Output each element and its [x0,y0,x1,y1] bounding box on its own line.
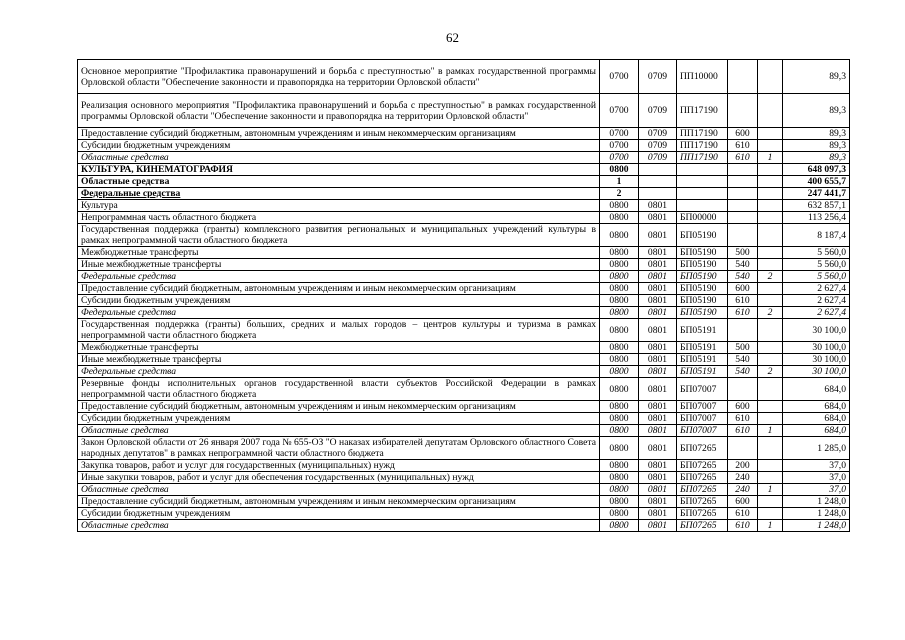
cell-name: Областные средства [78,484,600,496]
cell-amount: 89,3 [783,128,850,140]
cell-amount: 2 627,4 [783,283,850,295]
cell-subsection: 0801 [639,401,677,413]
cell-name: КУЛЬТУРА, КИНЕМАТОГРАФИЯ [78,164,600,176]
cell-expense-type [728,319,758,342]
cell-funding-source [758,472,783,484]
cell-funding-source [758,164,783,176]
cell-amount: 37,0 [783,472,850,484]
cell-subsection: 0709 [639,152,677,164]
cell-amount: 8 187,4 [783,224,850,247]
table-row [78,460,850,472]
cell-target-article: БП07265 [677,437,728,460]
cell-section: 0800 [600,354,639,366]
cell-name: Резервные фонды исполнительных органов государственной власти субъектов Российской Федерации в рамках непрограммной части областного бюджета [78,378,600,401]
cell-funding-source [758,60,783,94]
cell-target-article: БП05190 [677,259,728,271]
cell-target-article: БП07265 [677,484,728,496]
cell-subsection: 0801 [639,200,677,212]
cell-section: 0800 [600,366,639,378]
cell-target-article [677,164,728,176]
cell-amount: 5 560,0 [783,259,850,271]
cell-amount: 400 655,7 [783,176,850,188]
cell-amount: 684,0 [783,425,850,437]
cell-expense-type: 610 [728,140,758,152]
cell-amount: 684,0 [783,378,850,401]
table-row [78,401,850,413]
cell-section: 0800 [600,496,639,508]
cell-subsection: 0801 [639,437,677,460]
cell-name: Федеральные средства [78,188,600,200]
cell-funding-source [758,496,783,508]
cell-subsection: 0801 [639,378,677,401]
cell-expense-type [728,224,758,247]
cell-target-article [677,200,728,212]
cell-target-article: ПП17190 [677,94,728,128]
table-body [78,60,850,532]
cell-name: Государственная поддержка (гранты) комплексного развития региональных и муниципальных учреждений культуры в рамках непрограммной части областного бюджета [78,224,600,247]
table-row [78,212,850,224]
cell-amount: 5 560,0 [783,247,850,259]
cell-funding-source: 2 [758,271,783,283]
cell-target-article: ПП10000 [677,60,728,94]
cell-amount: 247 441,7 [783,188,850,200]
cell-expense-type: 240 [728,484,758,496]
cell-expense-type [728,164,758,176]
cell-section: 0800 [600,295,639,307]
cell-subsection: 0801 [639,259,677,271]
cell-target-article: БП00000 [677,212,728,224]
cell-amount: 684,0 [783,401,850,413]
cell-target-article: БП05191 [677,366,728,378]
cell-expense-type: 500 [728,247,758,259]
table-row [78,378,850,401]
cell-amount: 1 285,0 [783,437,850,460]
cell-amount: 89,3 [783,94,850,128]
table-row [78,224,850,247]
table-row [78,176,850,188]
cell-section: 0800 [600,271,639,283]
cell-funding-source [758,283,783,295]
cell-section: 0800 [600,484,639,496]
cell-subsection [639,164,677,176]
cell-section: 0800 [600,413,639,425]
table-row [78,188,850,200]
cell-funding-source [758,247,783,259]
cell-name: Предоставление субсидий бюджетным, автономным учреждениям и иным некоммерческим организациям [78,283,600,295]
cell-expense-type: 610 [728,152,758,164]
cell-section: 0800 [600,437,639,460]
cell-expense-type: 540 [728,366,758,378]
cell-name: Межбюджетные трансферты [78,247,600,259]
cell-subsection: 0801 [639,295,677,307]
cell-name: Иные закупки товаров, работ и услуг для обеспечения государственных (муниципальных) нужд [78,472,600,484]
cell-amount: 632 857,1 [783,200,850,212]
cell-target-article: БП05190 [677,295,728,307]
cell-section: 0800 [600,212,639,224]
table-row [78,283,850,295]
cell-amount: 1 248,0 [783,508,850,520]
cell-amount: 89,3 [783,140,850,152]
cell-subsection: 0801 [639,283,677,295]
cell-subsection: 0801 [639,366,677,378]
cell-funding-source [758,94,783,128]
cell-target-article: БП05190 [677,271,728,283]
cell-target-article: БП07265 [677,460,728,472]
cell-amount: 684,0 [783,413,850,425]
cell-section: 0800 [600,247,639,259]
cell-funding-source [758,508,783,520]
cell-section: 0800 [600,224,639,247]
cell-subsection: 0801 [639,472,677,484]
cell-name: Областные средства [78,152,600,164]
cell-amount: 89,3 [783,152,850,164]
cell-funding-source [758,176,783,188]
cell-expense-type: 610 [728,295,758,307]
table-row [78,413,850,425]
cell-funding-source [758,342,783,354]
cell-target-article: БП07265 [677,508,728,520]
cell-expense-type [728,200,758,212]
cell-target-article: БП05191 [677,354,728,366]
cell-amount: 30 100,0 [783,354,850,366]
table-row [78,472,850,484]
cell-section: 0800 [600,342,639,354]
cell-expense-type [728,188,758,200]
table-row [78,425,850,437]
cell-section: 0800 [600,164,639,176]
cell-funding-source: 1 [758,484,783,496]
cell-funding-source: 1 [758,520,783,532]
cell-funding-source [758,295,783,307]
cell-expense-type [728,60,758,94]
cell-name: Закупка товаров, работ и услуг для государственных (муниципальных) нужд [78,460,600,472]
cell-section: 0800 [600,283,639,295]
cell-expense-type: 240 [728,472,758,484]
cell-expense-type [728,176,758,188]
table-row [78,94,850,128]
cell-expense-type: 610 [728,520,758,532]
cell-subsection [639,176,677,188]
cell-funding-source [758,354,783,366]
cell-section: 0800 [600,378,639,401]
cell-expense-type: 600 [728,496,758,508]
cell-subsection: 0801 [639,212,677,224]
cell-amount: 113 256,4 [783,212,850,224]
cell-expense-type: 540 [728,271,758,283]
cell-subsection: 0801 [639,508,677,520]
cell-section: 0800 [600,508,639,520]
cell-funding-source [758,140,783,152]
cell-subsection: 0801 [639,484,677,496]
cell-section: 0700 [600,152,639,164]
cell-section: 0800 [600,520,639,532]
cell-section: 0800 [600,200,639,212]
table-row [78,164,850,176]
cell-section: 0700 [600,94,639,128]
cell-section: 0800 [600,319,639,342]
cell-name: Государственная поддержка (гранты) больших, средних и малых городов – центров культуры и туризма в рамках непрограммной части областного бюджета [78,319,600,342]
cell-target-article: ПП17190 [677,140,728,152]
table-row [78,319,850,342]
cell-amount: 648 097,3 [783,164,850,176]
cell-target-article: БП07007 [677,401,728,413]
cell-subsection: 0801 [639,425,677,437]
cell-name: Предоставление субсидий бюджетным, автономным учреждениям и иным некоммерческим организациям [78,496,600,508]
cell-target-article [677,176,728,188]
cell-target-article: ПП17190 [677,128,728,140]
cell-expense-type: 600 [728,401,758,413]
cell-expense-type: 600 [728,283,758,295]
cell-expense-type: 610 [728,413,758,425]
cell-section: 2 [600,188,639,200]
cell-subsection: 0709 [639,140,677,152]
cell-funding-source: 2 [758,366,783,378]
cell-name: Межбюджетные трансферты [78,342,600,354]
table-row [78,496,850,508]
cell-section: 0800 [600,460,639,472]
cell-name: Закон Орловской области от 26 января 2007 года № 655-ОЗ "О наказах избирателей депутатам Орловского областного Совета народных депутатов" в рамках непрограммной части областного бюджета [78,437,600,460]
cell-target-article: БП07265 [677,496,728,508]
cell-funding-source [758,188,783,200]
cell-name: Культура [78,200,600,212]
cell-subsection: 0801 [639,307,677,319]
budget-table [77,59,850,532]
cell-section: 0800 [600,401,639,413]
cell-funding-source [758,319,783,342]
cell-amount: 89,3 [783,60,850,94]
cell-subsection: 0801 [639,460,677,472]
cell-expense-type [728,94,758,128]
cell-name: Субсидии бюджетным учреждениям [78,508,600,520]
cell-name: Иные межбюджетные трансферты [78,259,600,271]
cell-name: Реализация основного мероприятия "Профилактика правонарушений и борьба с преступностью" в рамках государственной программы Орловской области "Обеспечение законности и правопорядка на территории Орловской области" [78,94,600,128]
cell-expense-type: 200 [728,460,758,472]
table-row [78,342,850,354]
cell-amount: 1 248,0 [783,520,850,532]
cell-subsection: 0709 [639,128,677,140]
cell-section: 0800 [600,307,639,319]
cell-amount: 5 560,0 [783,271,850,283]
cell-section: 0800 [600,425,639,437]
cell-section: 0700 [600,60,639,94]
cell-name: Субсидии бюджетным учреждениям [78,413,600,425]
cell-target-article: БП05190 [677,224,728,247]
cell-name: Федеральные средства [78,271,600,283]
cell-target-article: БП05191 [677,342,728,354]
cell-expense-type: 600 [728,128,758,140]
cell-funding-source [758,401,783,413]
cell-target-article: БП05190 [677,247,728,259]
cell-subsection: 0801 [639,224,677,247]
cell-section: 0700 [600,128,639,140]
cell-subsection: 0801 [639,354,677,366]
table-row [78,259,850,271]
cell-subsection: 0801 [639,413,677,425]
cell-target-article: БП07007 [677,378,728,401]
cell-name: Предоставление субсидий бюджетным, автономным учреждениям и иным некоммерческим организациям [78,401,600,413]
cell-target-article: ПП17190 [677,152,728,164]
table-row [78,140,850,152]
cell-name: Областные средства [78,176,600,188]
cell-expense-type: 540 [728,259,758,271]
cell-name: Субсидии бюджетным учреждениям [78,140,600,152]
cell-amount: 37,0 [783,484,850,496]
cell-section: 0800 [600,259,639,271]
cell-name: Федеральные средства [78,307,600,319]
cell-amount: 2 627,4 [783,307,850,319]
cell-expense-type: 540 [728,354,758,366]
cell-target-article [677,188,728,200]
cell-name: Областные средства [78,425,600,437]
cell-subsection: 0801 [639,271,677,283]
table-row [78,271,850,283]
cell-expense-type: 610 [728,508,758,520]
cell-expense-type: 610 [728,425,758,437]
cell-funding-source [758,200,783,212]
cell-expense-type: 610 [728,307,758,319]
cell-amount: 30 100,0 [783,342,850,354]
cell-target-article: БП07265 [677,472,728,484]
table-row [78,128,850,140]
cell-expense-type: 500 [728,342,758,354]
cell-funding-source: 1 [758,152,783,164]
cell-target-article: БП05190 [677,283,728,295]
table-row [78,366,850,378]
cell-funding-source: 2 [758,307,783,319]
cell-target-article: БП05191 [677,319,728,342]
cell-subsection: 0801 [639,520,677,532]
table-row [78,437,850,460]
cell-funding-source [758,212,783,224]
cell-expense-type [728,378,758,401]
table-row [78,484,850,496]
cell-expense-type [728,212,758,224]
table-row [78,295,850,307]
table-row [78,152,850,164]
cell-subsection: 0801 [639,342,677,354]
cell-funding-source [758,259,783,271]
cell-subsection: 0801 [639,496,677,508]
cell-name: Областные средства [78,520,600,532]
cell-name: Предоставление субсидий бюджетным, автономным учреждениям и иным некоммерческим организациям [78,128,600,140]
cell-subsection: 0709 [639,94,677,128]
cell-section: 0700 [600,140,639,152]
cell-amount: 37,0 [783,460,850,472]
cell-subsection: 0801 [639,319,677,342]
cell-funding-source: 1 [758,425,783,437]
cell-funding-source [758,460,783,472]
cell-name: Иные межбюджетные трансферты [78,354,600,366]
cell-funding-source [758,437,783,460]
table-row [78,247,850,259]
cell-subsection: 0709 [639,60,677,94]
cell-section: 1 [600,176,639,188]
cell-amount: 30 100,0 [783,319,850,342]
cell-target-article: БП07007 [677,413,728,425]
cell-funding-source [758,378,783,401]
cell-target-article: БП07265 [677,520,728,532]
cell-target-article: БП05190 [677,307,728,319]
cell-name: Федеральные средства [78,366,600,378]
table-row [78,307,850,319]
cell-amount: 1 248,0 [783,496,850,508]
cell-amount: 30 100,0 [783,366,850,378]
cell-target-article: БП07007 [677,425,728,437]
cell-name: Непрограммная часть областного бюджета [78,212,600,224]
table-row [78,200,850,212]
cell-name: Субсидии бюджетным учреждениям [78,295,600,307]
cell-expense-type [728,437,758,460]
cell-funding-source [758,413,783,425]
cell-subsection [639,188,677,200]
page-number: 62 [446,30,459,45]
cell-section: 0800 [600,472,639,484]
cell-subsection: 0801 [639,247,677,259]
table-row [78,354,850,366]
cell-funding-source [758,224,783,247]
table-row [78,60,850,94]
cell-name: Основное мероприятие "Профилактика правонарушений и борьба с преступностью" в рамках государственной программы Орловской области "Обеспечение законности и правопорядка на территории Орловской области" [78,60,600,94]
cell-funding-source [758,128,783,140]
table-row [78,508,850,520]
cell-amount: 2 627,4 [783,295,850,307]
table-row [78,520,850,532]
